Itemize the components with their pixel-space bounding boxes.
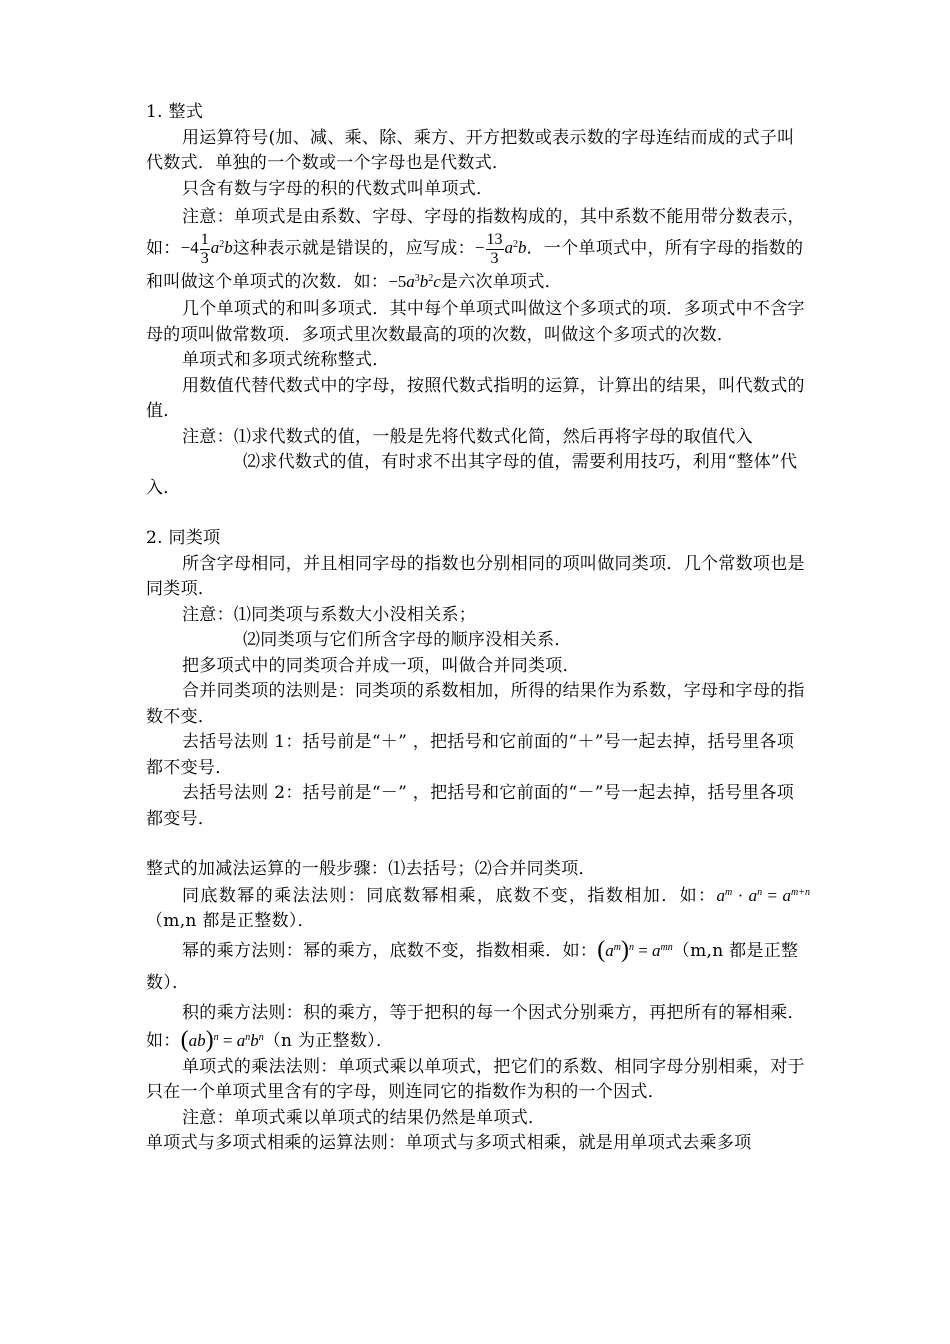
paragraph: 注意：⑴同类项与系数大小没相关系； <box>182 604 477 625</box>
paragraph: 用运算符号(加、减、乘、除、乘方、开方把数或表示数的字母连结而成的式子叫代数式．单独的一个数或一个字母也是代数式． <box>146 127 795 173</box>
paragraph <box>146 935 810 999</box>
text-span: （n 为正整数）． <box>263 1030 394 1051</box>
spacer <box>146 501 810 526</box>
text-span: 是六次单项式． <box>440 272 562 292</box>
text-span: 这种表示就是错误的，应写成： <box>232 238 475 259</box>
paragraph: 只含有数与字母的积的代数式叫单项式． <box>182 178 494 199</box>
section-heading: 1. 整式 <box>146 102 204 122</box>
text-span: （m,n 都是正整数）． <box>146 940 799 993</box>
fraction: $\frac{13}{3}$ <box>486 231 503 267</box>
paragraph: 去括号法则 1：括号前是“＋” ，把括号和它前面的“＋”号一起去掉，括号里各项都不变号． <box>146 732 795 778</box>
spacer <box>146 832 810 857</box>
math-formula: −4 $\frac{1}{3}$ $a^2b$ <box>180 231 233 267</box>
document-body <box>146 100 810 1157</box>
paragraph <box>146 202 810 297</box>
text-span: 幂的乘方法则：幂的乘方，底数不变，指数相乘．如： <box>182 940 598 961</box>
paragraph: 所含字母相同，并且相同字母的指数也分别相同的项叫做同类项．几个常数项也是同类项． <box>146 553 805 599</box>
paragraph: 单项式和多项式统称整式． <box>182 350 390 370</box>
paragraph: 合并同类项的法则是：同类项的系数相加，所得的结果作为系数，字母和字母的指数不变． <box>146 681 805 727</box>
text-span: ．一个单项式中，所有字母的指数的和叫做这个单项式的次数．如： <box>146 238 804 292</box>
text-span: 积的乘方法则：积的乘方，等于把积的每一个因式分别乘方，再把所有的幂相乘．如： <box>146 1002 805 1051</box>
paragraph <box>146 883 810 935</box>
paragraph: 单项式与多项式相乘的运算法则：单项式与多项式相乘，就是用单项式去乘多项 <box>146 1133 752 1153</box>
paragraph: 注意：⑴求代数式的值，一般是先将代数式化简，然后再将字母的取值代入 <box>182 426 753 447</box>
fraction: $\frac{1}{3}$ <box>200 231 209 267</box>
math-formula: − $\frac{13}{3}$ $a^2b$ <box>474 231 527 267</box>
paragraph: 用数值代替代数式中的字母，按照代数式指明的运算，计算出的结果，叫代数式的值． <box>146 375 805 421</box>
math-formula: $(ab)^n = a^nb^n$ <box>180 1026 264 1053</box>
paragraph: 单项式的乘法法则：单项式乘以单项式，把它们的系数、相同字母分别相乘，对于只在一个单项式里含有的字母，则连同它的指数作为积的一个因式． <box>146 1056 805 1102</box>
text-span: 注意：单项式是由系数、字母、字母的指数构成的，其中系数不能用带分数表示，如： <box>146 207 805 259</box>
paragraph: 几个单项式的和叫多项式．其中每个单项式叫做这个多项式的项．多项式中不含字母的项叫做常数项．多项式里次数最高的项的次数，叫做这个多项式的次数． <box>146 299 805 345</box>
paragraph: 把多项式中的同类项合并成一项，叫做合并同类项． <box>182 655 580 676</box>
paragraph: 整式的加减法运算的一般步骤：⑴去括号；⑵合并同类项． <box>146 859 596 879</box>
paragraph: ⑵求代数式的值，有时求不出其字母的值，需要利用技巧，利用“整体”代入． <box>146 452 798 498</box>
text-span: 同底数幂的乘法法则：同底数幂相乘，底数不变，指数相加．如： <box>182 885 717 906</box>
section-heading: 2. 同类项 <box>146 528 221 548</box>
paragraph: 注意：单项式乘以单项式的结果仍然是单项式． <box>182 1107 546 1128</box>
math-formula: $(a^m)^n = a^{mn}$ <box>597 936 673 963</box>
paragraph <box>146 999 810 1055</box>
math-formula: $a^m \cdot a^n = a^{m+n}$ <box>716 885 811 905</box>
math-formula: $-5a^3b^2c$ <box>388 272 441 291</box>
text-span: （m,n 都是正整数）． <box>146 911 315 931</box>
paragraph: 去括号法则 2：括号前是“－” ，把括号和它前面的“－”号一起去掉，括号里各项都变号． <box>146 783 795 829</box>
paragraph: ⑵同类项与它们所含字母的顺序没相关系． <box>243 630 572 650</box>
